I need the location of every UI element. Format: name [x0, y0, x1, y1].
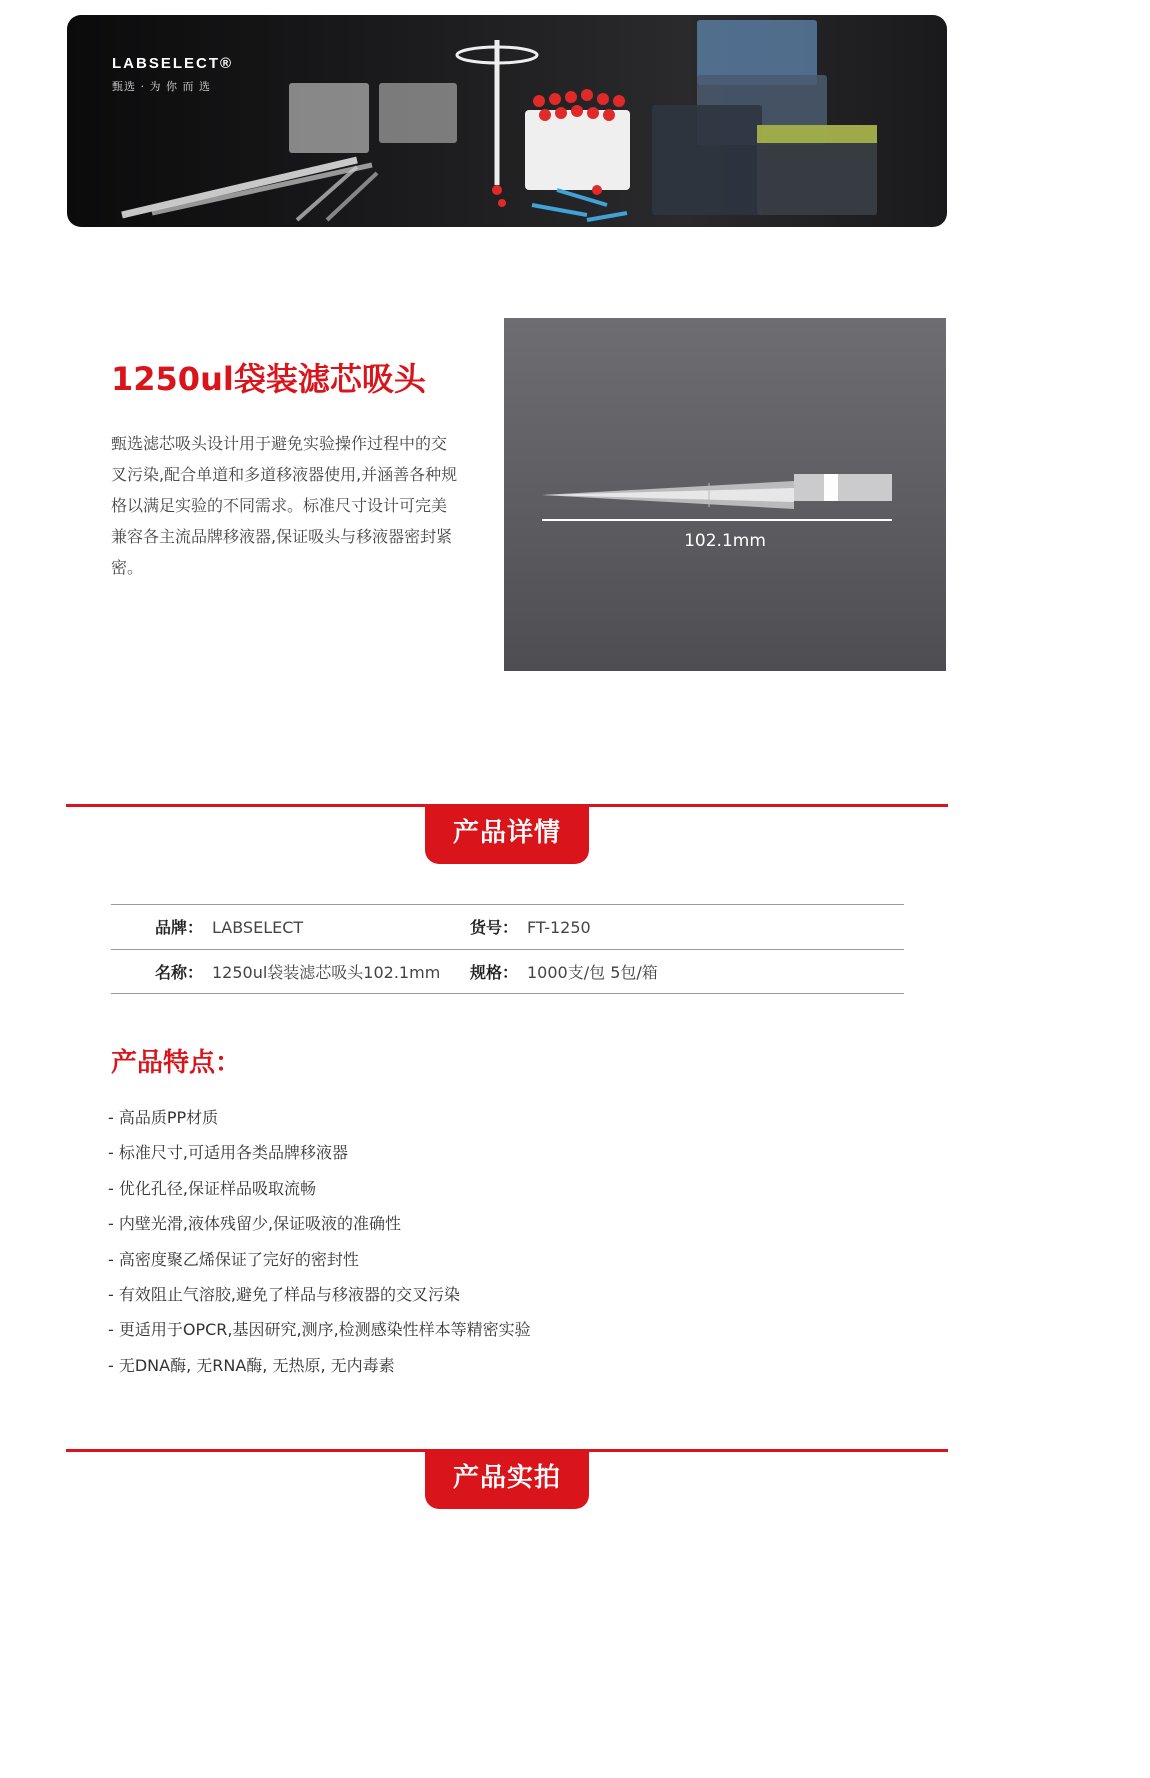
spec-table: [111, 904, 904, 994]
section-title-details: 产品详情: [425, 804, 589, 864]
spec-value: 1000支/包 5包/箱: [527, 963, 658, 982]
dimension-label: 102.1mm: [684, 531, 766, 551]
feature-item: - 有效阻止气溶胶,避免了样品与移液器的交叉污染: [108, 1284, 460, 1304]
spec-value: 1250ul袋装滤芯吸头102.1mm: [212, 963, 441, 982]
spec-label: 货号：: [470, 918, 519, 937]
brand-logo: LABSELECT®: [112, 55, 234, 72]
spec-value: LABSELECT: [212, 918, 304, 937]
feature-item: - 高品质PP材质: [108, 1108, 219, 1127]
section-title-photos: 产品实拍: [425, 1449, 589, 1509]
product-photo: [504, 318, 946, 671]
features-title: 产品特点：: [111, 1048, 242, 1078]
feature-item: - 优化孔径,保证样品吸取流畅: [108, 1178, 316, 1198]
feature-item: - 内壁光滑,液体残留少,保证吸液的准确性: [108, 1214, 402, 1234]
spec-value: FT-1250: [527, 918, 591, 937]
feature-item: - 更适用于OPCR,基因研究,测序,检测感染性样本等精密实验: [108, 1320, 531, 1340]
pipette-tip-image: [504, 318, 946, 671]
features-list: [108, 1100, 531, 1383]
feature-item: - 无DNA酶, 无RNA酶, 无热原, 无内毒素: [108, 1355, 395, 1375]
feature-item: - 高密度聚乙烯保证了完好的密封性: [108, 1249, 359, 1269]
spec-label: 名称：: [155, 963, 204, 982]
spec-label: 品牌：: [155, 918, 204, 937]
spec-label: 规格：: [470, 963, 519, 982]
product-description: 甄选滤芯吸头设计用于避免实验操作过程中的交叉污染,配合单道和多道移液器使用,并涵善各种规格以满足实验的不同需求。标准尺寸设计可完美兼容各主流品牌移液器,保证吸头与移液器密封紧密。: [111, 434, 458, 577]
spec-row: [111, 904, 904, 949]
brand-slogan: 甄选 · 为 你 而 选: [112, 80, 211, 93]
banner: [67, 15, 947, 227]
lab-products-illustration: [67, 15, 947, 227]
feature-item: - 标准尺寸,可适用各类品牌移液器: [108, 1143, 348, 1163]
spec-row: [111, 949, 904, 994]
product-title: 1250ul袋装滤芯吸头: [111, 360, 426, 398]
